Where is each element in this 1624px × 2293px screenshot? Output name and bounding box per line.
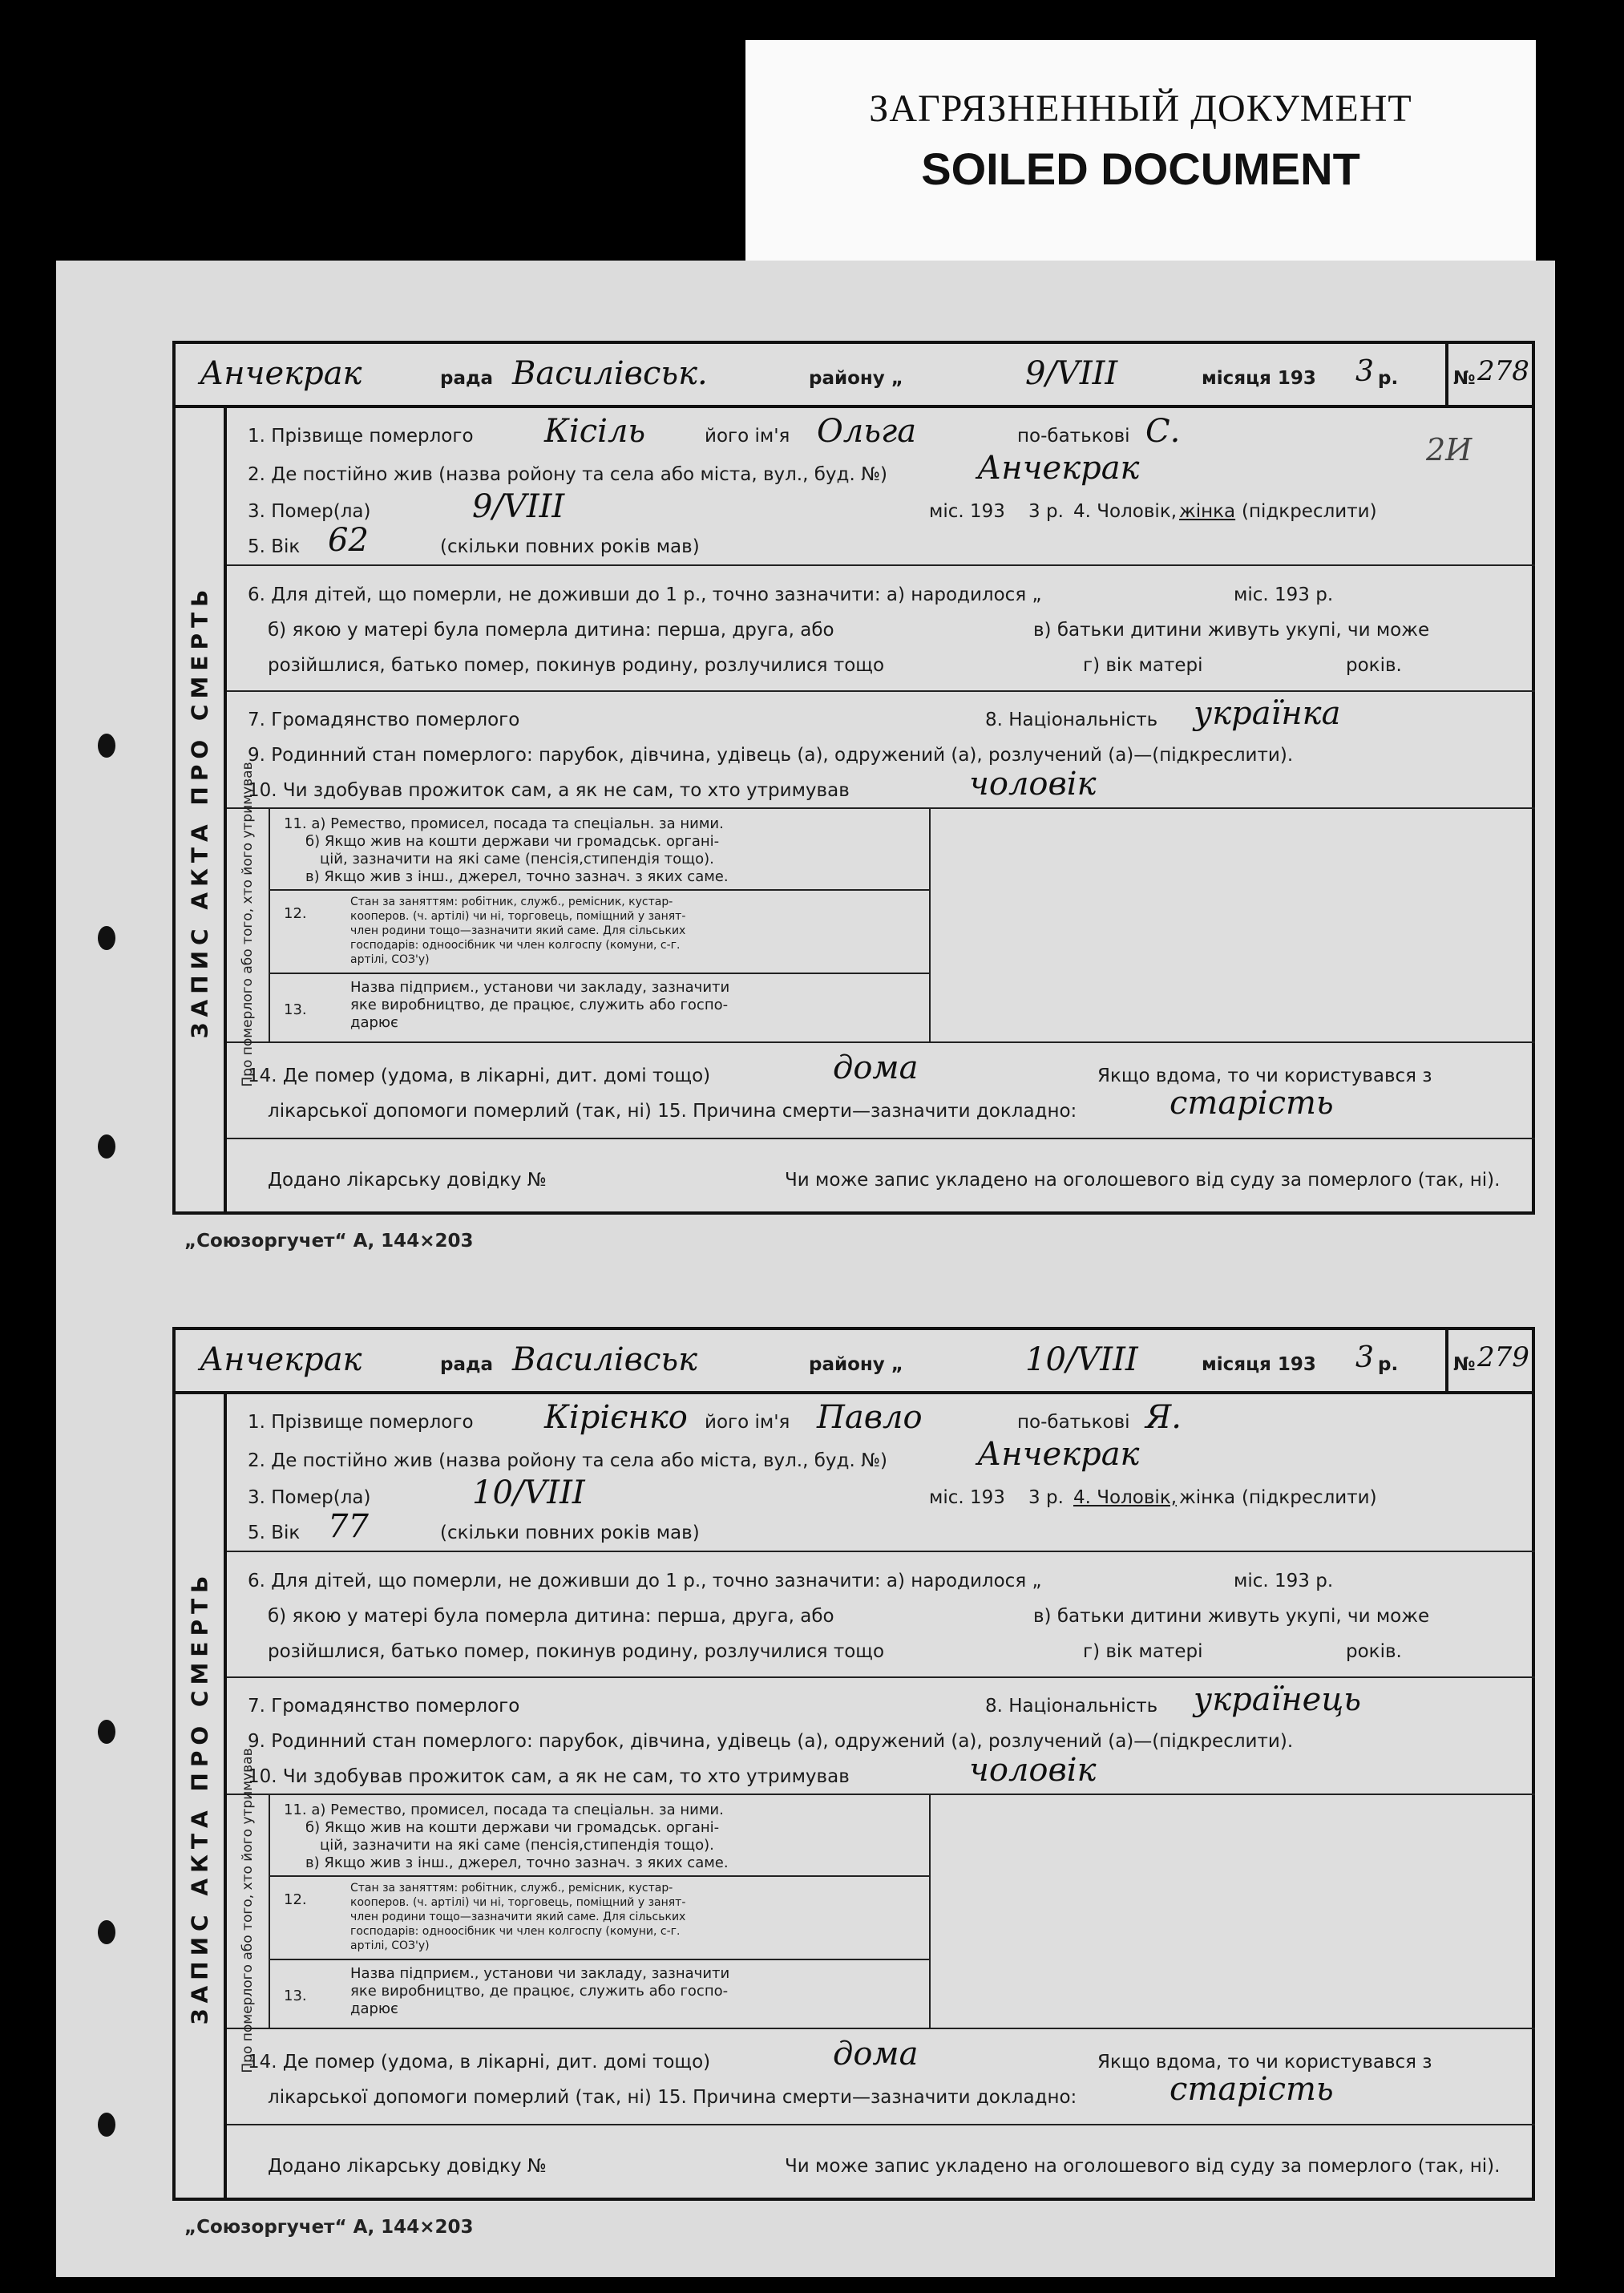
side-title-text: ЗАПИС АКТА ПРО СМЕРТЬ: [186, 584, 213, 1039]
field-11c: в) Якщо жив з інш., джерел, точно зазнач. з яких саме.: [305, 868, 729, 885]
field-12-line5: артілі, СОЗ'у): [350, 1939, 430, 1952]
rada-label: рада: [440, 1354, 494, 1375]
field-13-line1: Назва підприєм., установи чи закладу, зазначити: [350, 979, 730, 996]
field-6a-label: 6. Для дітей, що померли, не доживши до 1 р., точно зазначити: а) народилося „: [248, 584, 1042, 605]
separator: [227, 807, 1535, 809]
margin-note: 2И: [1426, 432, 1473, 467]
punch-hole-icon: [98, 1720, 115, 1744]
district-value: Василівськ: [512, 1341, 698, 1378]
field-12-line5: артілі, СОЗ'у): [350, 953, 430, 966]
field-2-label: 2. Де постійно жив (назва ройону та села або міста, вул., буд. №): [248, 1450, 887, 1471]
residence-value: Анчекрак: [977, 1436, 1140, 1473]
field-12-line3: член родини тощо—зазначити який саме. Для сільських: [350, 1911, 686, 1923]
female-underlined: жінка: [1179, 501, 1236, 522]
field-15-label: лікарської допомоги померлий (так, ні) 15. Причина смерти—зазначити докладно:: [268, 2087, 1077, 2108]
separator: [270, 1959, 929, 1960]
field-12-line4: господарів: одноосібник чи член колгоспу (комуни, с-г.: [350, 939, 681, 952]
subsection-side: [227, 762, 270, 1087]
soiled-document-label: [745, 40, 1536, 273]
field-16-end: Чи може запис укладено на оголошевого від суду за померлого (так, ні).: [785, 1170, 1501, 1191]
field-12-line1: Стан за заняттям: робітник, служб., ремісник, кустар-: [350, 1882, 673, 1895]
field-4-hint: (підкреслити): [1242, 1487, 1377, 1508]
supported-by-value: чоловік: [969, 1752, 1097, 1789]
separator: [227, 564, 1535, 566]
death-year-suffix: р.: [1046, 1487, 1064, 1508]
document-page: [56, 261, 1555, 2277]
year-digit: 3: [1355, 1341, 1374, 1374]
field-15-label: лікарської допомоги померлий (так, ні) 15. Причина смерти—зазначити докладно:: [268, 1101, 1077, 1122]
field-6c-end: г) вік матері: [1083, 655, 1203, 676]
field-13-line2: яке виробництво, де працює, служить або госпо-: [350, 997, 729, 1013]
separator: [227, 1676, 1535, 1678]
year-digit: 3: [1355, 355, 1374, 388]
field-12-line3: член родини тощо—зазначити який саме. Для сільських: [350, 924, 686, 937]
field-6c-years: років.: [1346, 655, 1402, 676]
female-label: жінка: [1179, 1487, 1236, 1508]
age-value: 62: [328, 522, 369, 559]
month-label: місяця 193: [1202, 1354, 1316, 1375]
field-6b-end: в) батьки дитини живуть укупі, чи може: [1033, 620, 1430, 641]
separator: [227, 2124, 1535, 2125]
death-record-2: [172, 1327, 1535, 2201]
field-11b2: цій, зазначити на які саме (пенсія,стипендія тощо).: [320, 851, 714, 867]
label-english: SOILED DOCUMENT: [921, 144, 1360, 194]
rada-value: Анчекрак: [200, 1341, 362, 1378]
side-title: [176, 1394, 227, 2201]
field-11a: 11. а) Ремество, промисел, посада та спеціальн. за ними.: [284, 815, 724, 832]
field-3-label: 3. Помер(ла): [248, 501, 371, 522]
year-suffix: р.: [1378, 1354, 1399, 1375]
field-12: 12.: [284, 1891, 307, 1908]
date-value: 10/VIII: [1025, 1341, 1138, 1378]
separator: [270, 889, 929, 891]
field-5-hint: (скільки повних років мав): [440, 1523, 700, 1543]
death-month-label: міс. 193: [929, 501, 1005, 522]
residence-value: Анчекрак: [977, 450, 1140, 487]
age-value: 77: [328, 1508, 369, 1545]
field-6c-years: років.: [1346, 1641, 1402, 1662]
field-2-label: 2. Де постійно жив (назва ройону та села або міста, вул., буд. №): [248, 464, 887, 485]
cause-value: старість: [1170, 2071, 1334, 2108]
field-4-hint: (підкреслити): [1242, 501, 1377, 522]
field-11b1: б) Якщо жив на кошти держави чи громадськ. органі-: [305, 1819, 720, 1836]
printer-stamp: „Союзоргучет“ А, 144×203: [184, 1231, 474, 1252]
field-13: 13.: [284, 1988, 307, 2004]
punch-hole-icon: [98, 2113, 115, 2137]
field-3-label: 3. Помер(ла): [248, 1487, 371, 1508]
field-8-label: 8. Національність: [985, 1696, 1158, 1717]
field-13-line3: дарює: [350, 2000, 398, 2017]
field-6c-label: розійшлися, батько помер, покинув родину, розлучилися тощо: [268, 655, 885, 676]
district-label: району „: [809, 1354, 903, 1375]
field-11b1: б) Якщо жив на кошти держави чи громадськ. органі-: [305, 833, 720, 850]
record-header: [176, 344, 1448, 408]
supported-by-value: чоловік: [969, 766, 1097, 803]
rada-value: Анчекрак: [200, 355, 362, 392]
column-divider: [929, 807, 931, 1041]
field-1-label: 1. Прізвище померлого: [248, 1412, 474, 1433]
separator: [270, 1875, 929, 1877]
field-11a: 11. а) Ремество, промисел, посада та спеціальн. за ними.: [284, 1802, 724, 1818]
column-divider: [929, 1794, 931, 2028]
subsection-side-text: Про померлого або того, хто його утримував: [240, 762, 256, 1087]
field-16-label: Додано лікарську довідку №: [268, 2156, 547, 2177]
field-16-label: Додано лікарську довідку №: [268, 1170, 547, 1191]
rada-label: рада: [440, 368, 494, 389]
field-12-line1: Стан за заняттям: робітник, служб., ремісник, кустар-: [350, 896, 673, 908]
separator: [227, 1041, 1535, 1043]
side-title: [176, 408, 227, 1215]
record-header: [176, 1330, 1448, 1394]
separator: [227, 2028, 1535, 2029]
field-12-line2: кооперов. (ч. артілі) чи ні, торговець, поміщний у занят-: [350, 910, 686, 923]
field-13-line1: Назва підприєм., установи чи закладу, зазначити: [350, 1965, 730, 1982]
subsection-side-text: Про померлого або того, хто його утримував: [240, 1748, 256, 2073]
number-label: №: [1453, 1354, 1476, 1375]
death-record-1: [172, 341, 1535, 1215]
month-label: місяця 193: [1202, 368, 1316, 389]
place-of-death-value: дома: [833, 2036, 919, 2073]
field-1-label: 1. Прізвище померлого: [248, 426, 474, 447]
field-6a-label: 6. Для дітей, що померли, не доживши до 1 р., точно зазначити: а) народилося „: [248, 1571, 1042, 1591]
field-13-line2: яке виробництво, де працює, служить або госпо-: [350, 1983, 729, 2000]
field-14-label: 14. Де помер (удома, в лікарні, дит. домі тощо): [248, 1066, 711, 1086]
field-11c: в) Якщо жив з інш., джерел, точно зазнач. з яких саме.: [305, 1854, 729, 1871]
separator: [227, 1551, 1535, 1552]
field-9-label: 9. Родинний стан померлого: парубок, дівчина, удівець (а), одружений (а), розлучений (а)—(підкреслити).: [248, 1731, 1294, 1752]
patronymic-label: по-батькові: [1017, 426, 1130, 447]
subsection-side: [227, 1748, 270, 2073]
punch-hole-icon: [98, 1134, 115, 1159]
field-13: 13.: [284, 1001, 307, 1018]
field-6a-end: міс. 193 р.: [1234, 584, 1334, 605]
field-7-label: 7. Громадянство померлого: [248, 710, 520, 730]
field-7-label: 7. Громадянство померлого: [248, 1696, 520, 1717]
punch-hole-icon: [98, 1920, 115, 1944]
field-12-line4: господарів: одноосібник чи член колгоспу (комуни, с-г.: [350, 1925, 681, 1938]
side-title-text: ЗАПИС АКТА ПРО СМЕРТЬ: [186, 1570, 213, 2025]
death-year-digit: 3: [1028, 501, 1040, 522]
field-14-end: Якщо вдома, то чи користувався з: [1097, 1066, 1432, 1086]
date-value: 9/VIII: [1025, 355, 1118, 392]
field-5-label: 5. Вік: [248, 536, 301, 557]
record-number: 278: [1477, 355, 1529, 387]
field-14-end: Якщо вдома, то чи користувався з: [1097, 2052, 1432, 2073]
punch-hole-icon: [98, 734, 115, 758]
label-russian: ЗАГРЯЗНЕННЫЙ ДОКУМЕНТ: [869, 87, 1412, 130]
field-5-hint: (скільки повних років мав): [440, 536, 700, 557]
district-value: Василівськ.: [512, 355, 708, 392]
surname-value: Кірієнко: [544, 1399, 688, 1436]
field-14-label: 14. Де помер (удома, в лікарні, дит. домі тощо): [248, 2052, 711, 2073]
death-date-value: 10/VIII: [472, 1474, 585, 1511]
field-12: 12.: [284, 905, 307, 922]
patronymic-label: по-батькові: [1017, 1412, 1130, 1433]
year-suffix: р.: [1378, 368, 1399, 389]
first-name-value: Павло: [817, 1399, 923, 1436]
record-number-box: [1442, 1330, 1532, 1394]
first-name-label: його ім'я: [705, 1412, 790, 1433]
field-6c-label: розійшлися, батько помер, покинув родину, розлучилися тощо: [268, 1641, 885, 1662]
death-date-value: 9/VIII: [472, 488, 565, 525]
record-number: 279: [1477, 1341, 1529, 1373]
field-9-label: 9. Родинний стан померлого: парубок, дівчина, удівець (а), одружений (а), розлучений (а)—(підкреслити).: [248, 745, 1294, 766]
nationality-value: українець: [1194, 1681, 1362, 1718]
field-16-end: Чи може запис укладено на оголошевого від суду за померлого (так, ні).: [785, 2156, 1501, 2177]
number-label: №: [1453, 368, 1476, 389]
separator: [227, 690, 1535, 692]
printer-stamp: „Союзоргучет“ А, 144×203: [184, 2217, 474, 2238]
field-5-label: 5. Вік: [248, 1523, 301, 1543]
field-11b2: цій, зазначити на які саме (пенсія,стипендія тощо).: [320, 1837, 714, 1854]
male-underlined: 4. Чоловік,: [1073, 1487, 1178, 1508]
punch-hole-icon: [98, 926, 115, 950]
separator: [270, 973, 929, 974]
field-12-line2: кооперов. (ч. артілі) чи ні, торговець, поміщний у занят-: [350, 1896, 686, 1909]
first-name-value: Ольга: [817, 413, 917, 450]
field-6b-label: б) якою у матері була померла дитина: перша, друга, або: [268, 620, 834, 641]
surname-value: Кісіль: [544, 413, 646, 450]
field-6b-label: б) якою у матері була померла дитина: перша, друга, або: [268, 1606, 834, 1627]
field-10-label: 10. Чи здобував прожиток сам, а як не сам, то хто утримував: [248, 780, 850, 801]
death-month-label: міс. 193: [929, 1487, 1005, 1508]
patronymic-value: С.: [1145, 413, 1181, 450]
separator: [227, 1138, 1535, 1139]
field-6c-end: г) вік матері: [1083, 1641, 1203, 1662]
nationality-value: українка: [1194, 695, 1341, 732]
record-number-box: [1442, 344, 1532, 408]
field-4-label: 4. Чоловік,: [1073, 501, 1178, 522]
first-name-label: його ім'я: [705, 426, 790, 447]
district-label: району „: [809, 368, 903, 389]
death-year-digit: 3: [1028, 1487, 1040, 1508]
field-6b-end: в) батьки дитини живуть укупі, чи може: [1033, 1606, 1430, 1627]
death-year-suffix: р.: [1046, 501, 1064, 522]
field-10-label: 10. Чи здобував прожиток сам, а як не сам, то хто утримував: [248, 1766, 850, 1787]
separator: [227, 1794, 1535, 1795]
cause-value: старість: [1170, 1085, 1334, 1122]
field-6a-end: міс. 193 р.: [1234, 1571, 1334, 1591]
patronymic-value: Я.: [1145, 1399, 1182, 1436]
place-of-death-value: дома: [833, 1049, 919, 1086]
field-13-line3: дарює: [350, 1014, 398, 1031]
field-8-label: 8. Національність: [985, 710, 1158, 730]
